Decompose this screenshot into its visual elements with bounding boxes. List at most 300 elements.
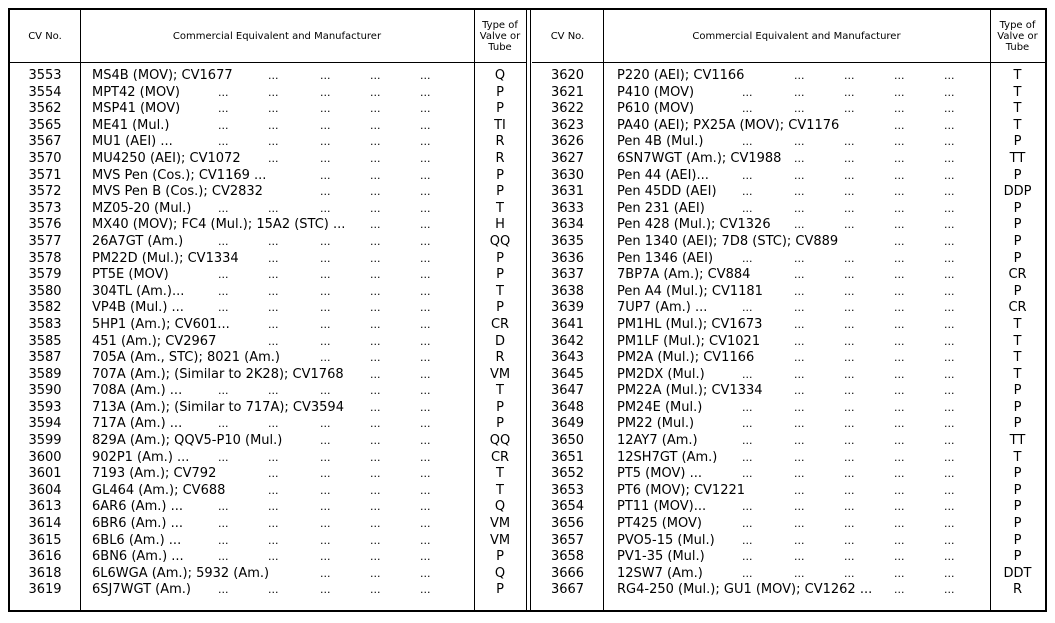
leader-dots: ... <box>268 533 279 547</box>
leader-dots: ... <box>944 102 955 116</box>
commercial-equivalent: 902P1 (Am.) ... <box>92 449 190 465</box>
valve-type: Q <box>494 499 506 515</box>
leader-dots: ... <box>218 417 229 431</box>
valve-type: T <box>1013 117 1022 133</box>
leader-dots: ... <box>320 550 331 564</box>
cv-number: 3654 <box>550 499 585 515</box>
leader-dots: ... <box>794 384 805 398</box>
cv-number: 3638 <box>550 283 585 299</box>
valve-type: P <box>496 416 504 432</box>
commercial-equivalent: PV1-35 (Mul.) <box>617 549 705 565</box>
leader-dots: ... <box>420 85 431 99</box>
leader-dots: ... <box>370 185 381 199</box>
table-row <box>10 499 526 516</box>
cv-number: 3573 <box>28 200 62 216</box>
cv-number: 3649 <box>550 416 585 432</box>
commercial-equivalent: PVO5-15 (Mul.) <box>617 532 715 548</box>
leader-dots: ... <box>320 334 331 348</box>
leader-dots: ... <box>944 483 955 497</box>
valve-type: P <box>1013 532 1022 548</box>
cv-number: 3590 <box>28 383 62 399</box>
leader-dots: ... <box>420 351 431 365</box>
table-row <box>10 284 526 301</box>
leader-dots: ... <box>320 351 331 365</box>
table-row <box>532 300 1045 317</box>
leader-dots: ... <box>218 533 229 547</box>
leader-dots: ... <box>370 417 381 431</box>
leader-dots: ... <box>370 317 381 331</box>
valve-equivalents-table <box>8 8 1047 612</box>
leader-dots: ... <box>944 317 955 331</box>
cv-number: 3637 <box>550 267 585 283</box>
valve-type: T <box>496 200 504 216</box>
leader-dots: ... <box>420 268 431 282</box>
leader-dots: ... <box>218 450 229 464</box>
commercial-equivalent: 705A (Am., STC); 8021 (Am.) <box>92 350 281 366</box>
header-cv-no: CV No. <box>28 30 62 42</box>
leader-dots: ... <box>894 351 905 365</box>
cv-number: 3621 <box>550 84 585 100</box>
leader-dots: ... <box>320 284 331 298</box>
leader-dots: ... <box>420 533 431 547</box>
leader-dots: ... <box>794 417 805 431</box>
table-row <box>10 201 526 218</box>
table-row <box>10 433 526 450</box>
leader-dots: ... <box>794 367 805 381</box>
table-row <box>532 499 1045 516</box>
valve-type: T <box>1013 366 1022 382</box>
valve-type: T <box>1013 84 1022 100</box>
leader-dots: ... <box>268 301 279 315</box>
leader-dots: ... <box>320 135 331 149</box>
cv-number: 3616 <box>28 549 62 565</box>
table-row <box>532 334 1045 351</box>
cv-number: 3643 <box>550 350 585 366</box>
cv-number: 3666 <box>550 565 585 581</box>
leader-dots: ... <box>268 550 279 564</box>
valve-type: P <box>1013 383 1022 399</box>
commercial-equivalent: Pen 428 (Mul.); CV1326 <box>617 217 771 233</box>
leader-dots: ... <box>894 384 905 398</box>
cv-number: 3582 <box>28 300 62 316</box>
table-row <box>10 101 526 118</box>
valve-type: P <box>496 184 504 200</box>
leader-dots: ... <box>742 450 753 464</box>
leader-dots: ... <box>420 218 431 232</box>
cv-number: 3641 <box>550 316 585 332</box>
leader-dots: ... <box>894 467 905 481</box>
cv-number: 3562 <box>28 101 62 117</box>
leader-dots: ... <box>218 517 229 531</box>
leader-dots: ... <box>794 317 805 331</box>
leader-dots: ... <box>794 351 805 365</box>
valve-type: P <box>1013 283 1022 299</box>
table-row <box>10 267 526 284</box>
header-rule <box>532 62 1045 63</box>
valve-type: T <box>1013 316 1022 332</box>
valve-type: P <box>1013 200 1022 216</box>
leader-dots: ... <box>794 284 805 298</box>
leader-dots: ... <box>370 517 381 531</box>
leader-dots: ... <box>370 268 381 282</box>
cv-number: 3604 <box>28 482 62 498</box>
leader-dots: ... <box>944 400 955 414</box>
header-valve-type: Type of Valve or Tube <box>997 19 1038 53</box>
commercial-equivalent: 6AR6 (Am.) ... <box>92 499 183 515</box>
cv-number: 3601 <box>28 466 62 482</box>
leader-dots: ... <box>320 384 331 398</box>
cv-number: 3571 <box>28 167 62 183</box>
cv-number: 3623 <box>550 117 585 133</box>
leader-dots: ... <box>944 384 955 398</box>
table-row <box>532 483 1045 500</box>
leader-dots: ... <box>370 550 381 564</box>
leader-dots: ... <box>742 102 753 116</box>
leader-dots: ... <box>320 185 331 199</box>
table-row <box>532 350 1045 367</box>
table-row <box>10 416 526 433</box>
leader-dots: ... <box>894 102 905 116</box>
cv-number: 3645 <box>550 366 585 382</box>
cv-number: 3567 <box>28 134 62 150</box>
leader-dots: ... <box>320 234 331 248</box>
leader-dots: ... <box>268 284 279 298</box>
leader-dots: ... <box>794 566 805 580</box>
half-divider <box>530 10 531 610</box>
valve-type: P <box>496 582 504 598</box>
leader-dots: ... <box>844 533 855 547</box>
leader-dots: ... <box>370 400 381 414</box>
table-left-half <box>10 10 526 610</box>
commercial-equivalent: MVS Pen (Cos.); CV1169 ... <box>92 167 267 183</box>
leader-dots: ... <box>944 566 955 580</box>
table-row <box>532 184 1045 201</box>
cv-number: 3613 <box>28 499 62 515</box>
commercial-equivalent: Pen 45DD (AEI) <box>617 184 717 200</box>
commercial-equivalent: 6SN7WGT (Am.); CV1988 <box>617 150 782 166</box>
cv-number: 3653 <box>550 482 585 498</box>
leader-dots: ... <box>894 69 905 82</box>
leader-dots: ... <box>894 284 905 298</box>
commercial-equivalent: MVS Pen B (Cos.); CV2832 <box>92 184 263 200</box>
commercial-equivalent: PM22 (Mul.) <box>617 416 695 432</box>
cv-number: 3633 <box>550 200 585 216</box>
cv-number: 3614 <box>28 516 62 532</box>
cv-number: 3642 <box>550 333 585 349</box>
cv-number: 3599 <box>28 433 62 449</box>
leader-dots: ... <box>844 69 855 82</box>
commercial-equivalent: P410 (MOV) <box>617 84 695 100</box>
valve-type: P <box>1013 217 1022 233</box>
leader-dots: ... <box>420 450 431 464</box>
commercial-equivalent: 26A7GT (Am.) <box>92 233 184 249</box>
valve-type: R <box>495 134 505 150</box>
valve-type: T <box>1013 449 1022 465</box>
leader-dots: ... <box>420 185 431 199</box>
commercial-equivalent: PM22D (Mul.); CV1334 <box>92 250 239 266</box>
cv-number: 3634 <box>550 217 585 233</box>
valve-type: DDT <box>1003 565 1032 581</box>
commercial-equivalent: Pen 1340 (AEI); 7D8 (STC); CV889 <box>617 233 839 249</box>
valve-type: P <box>496 167 504 183</box>
commercial-equivalent: P610 (MOV) <box>617 101 695 117</box>
table-row <box>10 85 526 102</box>
valve-type: VM <box>489 532 511 548</box>
table-row <box>10 566 526 583</box>
leader-dots: ... <box>320 201 331 215</box>
cv-number: 3553 <box>28 68 62 83</box>
leader-dots: ... <box>268 151 279 165</box>
commercial-equivalent: 6SJ7WGT (Am.) <box>92 582 191 598</box>
leader-dots: ... <box>844 85 855 99</box>
leader-dots: ... <box>320 517 331 531</box>
cv-number: 3585 <box>28 333 62 349</box>
leader-dots: ... <box>420 284 431 298</box>
table-row <box>10 582 526 599</box>
leader-dots: ... <box>420 301 431 315</box>
table-row <box>532 433 1045 450</box>
cv-number: 3622 <box>550 101 585 117</box>
valve-type: P <box>1013 482 1022 498</box>
leader-dots: ... <box>320 301 331 315</box>
cv-number: 3579 <box>28 267 62 283</box>
leader-dots: ... <box>268 118 279 132</box>
leader-dots: ... <box>742 500 753 514</box>
leader-dots: ... <box>268 483 279 497</box>
table-row <box>10 334 526 351</box>
leader-dots: ... <box>218 102 229 116</box>
leader-dots: ... <box>218 284 229 298</box>
cv-number: 3587 <box>28 350 62 366</box>
table-right-half <box>532 10 1045 610</box>
commercial-equivalent: ME41 (Mul.) <box>92 117 170 133</box>
leader-dots: ... <box>742 467 753 481</box>
leader-dots: ... <box>944 517 955 531</box>
leader-dots: ... <box>320 533 331 547</box>
leader-dots: ... <box>944 251 955 265</box>
leader-dots: ... <box>370 483 381 497</box>
leader-dots: ... <box>794 185 805 199</box>
valve-type: T <box>1013 333 1022 349</box>
leader-dots: ... <box>944 85 955 99</box>
valve-type: P <box>1013 233 1022 249</box>
leader-dots: ... <box>268 417 279 431</box>
leader-dots: ... <box>370 201 381 215</box>
leader-dots: ... <box>370 367 381 381</box>
leader-dots: ... <box>844 102 855 116</box>
commercial-equivalent: RG4-250 (Mul.); GU1 (MOV); CV1262 ... <box>617 582 873 598</box>
leader-dots: ... <box>944 450 955 464</box>
leader-dots: ... <box>794 168 805 182</box>
table-row <box>532 267 1045 284</box>
table-row <box>532 68 1045 85</box>
valve-type: TT <box>1009 150 1026 166</box>
commercial-equivalent: PM1LF (Mul.); CV1021 <box>617 333 761 349</box>
leader-dots: ... <box>268 268 279 282</box>
leader-dots: ... <box>320 151 331 165</box>
cv-number: 3589 <box>28 366 62 382</box>
leader-dots: ... <box>218 550 229 564</box>
leader-dots: ... <box>844 168 855 182</box>
leader-dots: ... <box>420 517 431 531</box>
table-row <box>10 367 526 384</box>
leader-dots: ... <box>844 201 855 215</box>
commercial-equivalent: MX40 (MOV); FC4 (Mul.); 15A2 (STC) ... <box>92 217 346 233</box>
table-row <box>532 450 1045 467</box>
commercial-equivalent: PM2DX (Mul.) <box>617 366 705 382</box>
valve-type: H <box>495 217 505 233</box>
commercial-equivalent: PM2A (Mul.); CV1166 <box>617 350 755 366</box>
commercial-equivalent: PT6 (MOV); CV1221 <box>617 482 746 498</box>
leader-dots: ... <box>944 550 955 564</box>
leader-dots: ... <box>794 251 805 265</box>
leader-dots: ... <box>944 434 955 448</box>
cv-number: 3572 <box>28 184 62 200</box>
leader-dots: ... <box>894 135 905 149</box>
header-commercial-equivalent: Commercial Equivalent and Manufacturer <box>172 30 382 42</box>
leader-dots: ... <box>268 317 279 331</box>
commercial-equivalent: PT5 (MOV) ... <box>617 466 702 482</box>
cv-number: 3580 <box>28 283 62 299</box>
leader-dots: ... <box>794 151 805 165</box>
table-row <box>532 466 1045 483</box>
leader-dots: ... <box>742 85 753 99</box>
table-row <box>532 549 1045 566</box>
table-row <box>532 168 1045 185</box>
table-row <box>532 85 1045 102</box>
leader-dots: ... <box>370 168 381 182</box>
leader-dots: ... <box>320 168 331 182</box>
commercial-equivalent: MPT42 (MOV) <box>92 84 180 100</box>
leader-dots: ... <box>320 417 331 431</box>
cv-number: 3656 <box>550 516 585 532</box>
leader-dots: ... <box>370 384 381 398</box>
table-row <box>10 450 526 467</box>
table-row <box>532 317 1045 334</box>
leader-dots: ... <box>268 500 279 514</box>
table-row <box>532 217 1045 234</box>
leader-dots: ... <box>844 284 855 298</box>
leader-dots: ... <box>894 434 905 448</box>
leader-dots: ... <box>742 550 753 564</box>
leader-dots: ... <box>794 102 805 116</box>
leader-dots: ... <box>944 351 955 365</box>
leader-dots: ... <box>894 85 905 99</box>
cv-number: 3594 <box>28 416 62 432</box>
valve-type: VM <box>489 366 511 382</box>
leader-dots: ... <box>794 301 805 315</box>
leader-dots: ... <box>844 334 855 348</box>
leader-dots: ... <box>844 135 855 149</box>
commercial-equivalent: MZ05-20 (Mul.) <box>92 200 192 216</box>
leader-dots: ... <box>742 533 753 547</box>
header-cv-no: CV No. <box>550 30 585 42</box>
cv-number: 3618 <box>28 565 62 581</box>
leader-dots: ... <box>944 201 955 215</box>
cv-number: 3577 <box>28 233 62 249</box>
leader-dots: ... <box>894 301 905 315</box>
leader-dots: ... <box>944 118 955 132</box>
leader-dots: ... <box>894 450 905 464</box>
cv-number: 3647 <box>550 383 585 399</box>
leader-dots: ... <box>370 102 381 116</box>
leader-dots: ... <box>944 367 955 381</box>
leader-dots: ... <box>894 234 905 248</box>
leader-dots: ... <box>894 168 905 182</box>
valve-type: Q <box>494 68 506 83</box>
leader-dots: ... <box>370 118 381 132</box>
leader-dots: ... <box>894 268 905 282</box>
valve-type: QQ <box>489 433 511 449</box>
leader-dots: ... <box>844 550 855 564</box>
leader-dots: ... <box>944 185 955 199</box>
cv-number: 3657 <box>550 532 585 548</box>
leader-dots: ... <box>218 500 229 514</box>
valve-type: CR <box>490 316 510 332</box>
leader-dots: ... <box>420 201 431 215</box>
commercial-equivalent: MU1 (AEI) ... <box>92 134 173 150</box>
leader-dots: ... <box>794 483 805 497</box>
leader-dots: ... <box>742 517 753 531</box>
leader-dots: ... <box>320 583 331 597</box>
valve-type: P <box>1013 466 1022 482</box>
commercial-equivalent: GL464 (Am.); CV688 <box>92 482 226 498</box>
leader-dots: ... <box>944 301 955 315</box>
table-row <box>532 566 1045 583</box>
leader-dots: ... <box>268 85 279 99</box>
table-row <box>532 367 1045 384</box>
leader-dots: ... <box>218 268 229 282</box>
leader-dots: ... <box>420 135 431 149</box>
leader-dots: ... <box>844 566 855 580</box>
leader-dots: ... <box>268 450 279 464</box>
table-row <box>532 400 1045 417</box>
commercial-equivalent: Pen A4 (Mul.); CV1181 <box>617 283 763 299</box>
leader-dots: ... <box>320 118 331 132</box>
leader-dots: ... <box>320 483 331 497</box>
leader-dots: ... <box>944 234 955 248</box>
valve-type: D <box>494 333 505 349</box>
leader-dots: ... <box>944 334 955 348</box>
leader-dots: ... <box>420 583 431 597</box>
leader-dots: ... <box>370 533 381 547</box>
leader-dots: ... <box>420 168 431 182</box>
leader-dots: ... <box>794 500 805 514</box>
commercial-equivalent: PT5E (MOV) <box>92 267 169 283</box>
leader-dots: ... <box>742 251 753 265</box>
leader-dots: ... <box>268 517 279 531</box>
leader-dots: ... <box>320 450 331 464</box>
cv-number: 3578 <box>28 250 62 266</box>
leader-dots: ... <box>742 301 753 315</box>
valve-type: Q <box>494 565 506 581</box>
leader-dots: ... <box>894 400 905 414</box>
leader-dots: ... <box>268 334 279 348</box>
cv-number: 3583 <box>28 316 62 332</box>
leader-dots: ... <box>320 69 331 82</box>
valve-type: T <box>1013 101 1022 117</box>
table-row <box>10 317 526 334</box>
table-row <box>10 383 526 400</box>
valve-type: P <box>496 101 504 117</box>
commercial-equivalent: 12SH7GT (Am.) <box>617 449 718 465</box>
table-row <box>532 284 1045 301</box>
leader-dots: ... <box>894 483 905 497</box>
leader-dots: ... <box>844 467 855 481</box>
leader-dots: ... <box>794 467 805 481</box>
cv-number: 3615 <box>28 532 62 548</box>
commercial-equivalent: MSP41 (MOV) <box>92 101 181 117</box>
